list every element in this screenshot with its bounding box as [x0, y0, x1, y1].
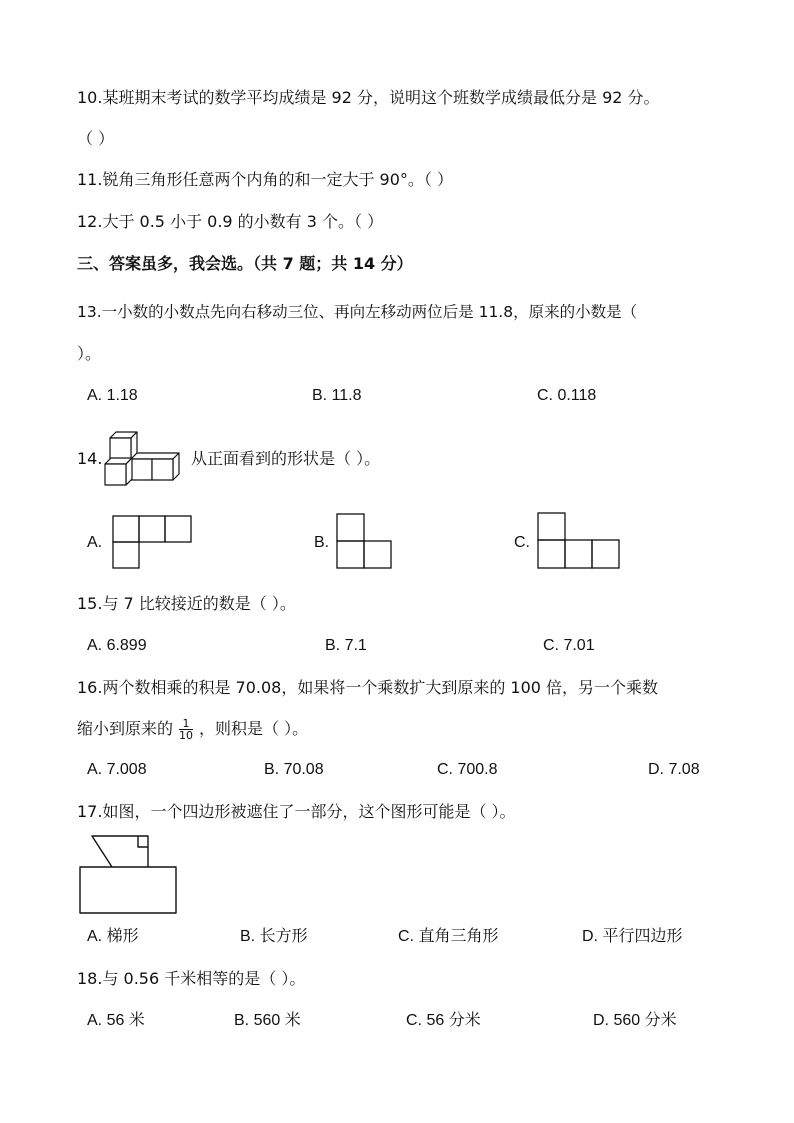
q18-option-c[interactable]: C. 56 分米 — [406, 1012, 481, 1029]
q17-option-c[interactable]: C. 直角三角形 — [398, 928, 499, 945]
question-10-blank[interactable]: （ ） — [77, 129, 115, 148]
question-14-number: 14. — [77, 449, 103, 468]
q13-option-b[interactable]: B. 11.8 — [312, 387, 362, 404]
fraction-one-tenth — [179, 718, 193, 741]
q17-option-a[interactable]: A. 梯形 — [87, 928, 139, 945]
q14-option-b[interactable]: B. — [314, 534, 330, 551]
section-3-title: 三、答案虽多，我会选。（共 7 题；共 14 分） — [77, 254, 413, 273]
q14-option-a[interactable]: A. — [87, 534, 103, 551]
question-18-text: 18.与 0.56 千米相等的是（ ）。 — [77, 969, 306, 988]
question-12-text: 12.大于 0.5 小于 0.9 的小数有 3 个。（ ） — [77, 212, 384, 231]
question-16-text: 16.两个数相乘的积是 70.08，如果将一个乘数扩大到原来的 100 倍，另一个乘数 — [77, 678, 659, 697]
q15-option-c[interactable]: C. 7.01 — [543, 637, 595, 654]
q16-line2-post: ，则积是（ ）。 — [199, 719, 309, 738]
question-13-tail: ）。 — [77, 344, 102, 363]
question-13-text: 13.一小数的小数点先向右移动三位、再向左移动两位后是 11.8，原来的小数是（ — [77, 303, 638, 321]
question-17-text: 17.如图，一个四边形被遮住了一部分，这个图形可能是（ ）。 — [77, 802, 516, 821]
fraction-numerator: 1 — [179, 718, 193, 730]
q16-line2-pre: 缩小到原来的 — [77, 719, 174, 738]
question-11-text: 11.锐角三角形任意两个内角的和一定大于 90°。（ ） — [77, 170, 453, 189]
question-16-line2 — [77, 716, 308, 742]
covered-quadrilateral-figure — [79, 835, 179, 915]
q17-option-d[interactable]: D. 平行四边形 — [582, 928, 683, 945]
q18-option-d[interactable]: D. 560 分米 — [593, 1012, 677, 1029]
question-15-text: 15.与 7 比较接近的数是（ ）。 — [77, 594, 296, 613]
q17-option-b[interactable]: B. 长方形 — [240, 928, 308, 945]
q15-option-a[interactable]: A. 6.899 — [87, 637, 147, 654]
fraction-denominator: 10 — [179, 729, 194, 742]
q13-option-c[interactable]: C. 0.118 — [537, 387, 597, 404]
q16-option-c[interactable]: C. 700.8 — [437, 761, 498, 778]
q13-option-a[interactable]: A. 1.18 — [87, 387, 138, 404]
q16-option-d[interactable]: D. 7.08 — [648, 761, 700, 778]
q14-option-a-figure — [112, 515, 192, 569]
q16-option-b[interactable]: B. 70.08 — [264, 761, 324, 778]
cube-stack-figure — [103, 428, 181, 486]
q14-option-b-figure — [336, 513, 392, 569]
q16-option-a[interactable]: A. 7.008 — [87, 761, 147, 778]
q18-option-a[interactable]: A. 56 米 — [87, 1012, 145, 1029]
q14-option-c-figure — [537, 512, 620, 569]
q18-option-b[interactable]: B. 560 米 — [234, 1012, 301, 1029]
question-14-text: 从正面看到的形状是（ ）。 — [191, 449, 381, 468]
question-10-text: 10.某班期末考试的数学平均成绩是 92 分，说明这个班数学成绩最低分是 92 分。 — [77, 88, 660, 107]
q14-option-c[interactable]: C. — [514, 534, 530, 551]
q15-option-b[interactable]: B. 7.1 — [325, 637, 367, 654]
